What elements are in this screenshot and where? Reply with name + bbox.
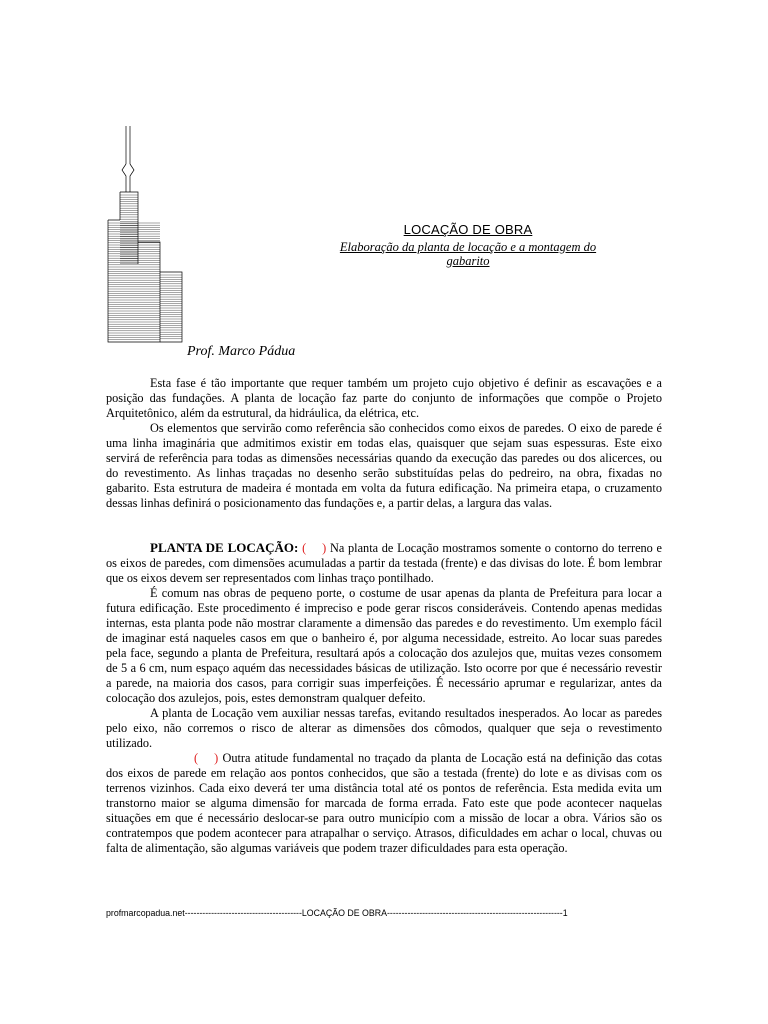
planta-section	[106, 540, 662, 856]
paragraph-text: Na planta de Locação mostramos somente o contorno do terreno e os eixos de paredes, com dimensões acumuladas a partir da testada (frente) e das divisas do lote. É bom lembrar que os eixos devem ser representados com linhas traço pontilhado.	[106, 541, 662, 585]
author-name: Prof. Marco Pádua	[187, 344, 296, 359]
page-footer: profmarcopadua.net----------------------------------------LOCAÇÃO DE OBRA------------------------------------------------------------1	[106, 908, 568, 918]
checkbox-paren-open: (	[194, 751, 199, 765]
intro-section	[106, 376, 662, 511]
checkbox-paren-close: )	[214, 751, 219, 765]
title-block	[318, 222, 618, 268]
document-title: LOCAÇÃO DE OBRA	[403, 222, 533, 237]
checkbox-paren-open: (	[302, 541, 307, 555]
paragraph-text: Outra atitude fundamental no traçado da planta de Locação está na definição das cotas dos eixos de parede em relação aos pontos conhecidos, que são a testada (frente) do lote e as divisas com os terrenos vizinhos. Cada eixo deverá ter uma distância total até os pontos de referência. Esta medida evita um transtorno maior se alguma dimensão for marcada de forma errada. Fato este que pode acontecer naquelas situações em que é necessário deslocar-se para outro município com a missão de locar a obra. Vários são os contratempos que podem acontecer para atrapalhar o serviço. Atrasos, dificuldades em achar o local, chuvas ou falta de alimentação, são algumas variáveis que podem trazer dificuldades para esta operação.	[106, 751, 662, 855]
paragraph: A planta de Locação vem auxiliar nessas tarefas, evitando resultados inesperados. Ao locar as paredes pelo eixo, não corremos o risco de alterar as dimensões dos cômodos, qualquer que seja o revestimento utilizado.	[106, 706, 662, 750]
section-heading: PLANTA DE LOCAÇÃO:	[150, 540, 299, 555]
skyscraper-illustration	[100, 122, 200, 352]
checkbox-paren-close: )	[322, 541, 327, 555]
paragraph	[106, 540, 662, 586]
document-subtitle: Elaboração da planta de locação e a montagem do gabarito	[339, 240, 597, 268]
paragraph: É comum nas obras de pequeno porte, o costume de usar apenas da planta de Prefeitura para locar a futura edificação. Este procedimento é impreciso e pode gerar riscos consideráveis. Contendo apenas medidas internas, esta planta pode não mostrar claramente a dimensão das paredes e do revestimento. Um exemplo fácil de imaginar está naqueles casos em que o banheiro é, por alguma necessidade, estreito. Ao locar suas paredes pela face, segundo a planta de Prefeitura, resultará após a colocação dos azulejos que, muitas vezes consomem de 5 a 6 cm, num espaço aquém das necessidades básicas de utilização. Isto ocorre por que é necessário revestir a parede, na maioria dos casos, para corrigir suas imperfeições. É necessário aprumar e regularizar, antes da colocação dos azulejos, pois, estes demonstram qualquer defeito.	[106, 586, 662, 705]
paragraph: Os elementos que servirão como referência são conhecidos como eixos de paredes. O eixo de parede é uma linha imaginária que admitimos existir em todas elas, quaisquer que sejam suas espessuras. Este eixo servirá de referência para todas as dimensões necessárias quando da execução das paredes ou dos alicerces, ou do revestimento. As linhas traçadas no desenho serão substituídas pelas do pedreiro, na obra, fixadas no gabarito. Esta estrutura de madeira é montada em volta da futura edificação. Na primeira etapa, o cruzamento dessas linhas definirá o posicionamento das fundações e, a partir delas, a largura das valas.	[106, 421, 662, 510]
paragraph	[106, 751, 662, 856]
paragraph: Esta fase é tão importante que requer também um projeto cujo objetivo é definir as escavações e a posição das fundações. A planta de locação faz parte do conjunto de informações que compõe o Projeto Arquitetônico, além da estrutural, da hidráulica, da elétrica, etc.	[106, 376, 662, 420]
